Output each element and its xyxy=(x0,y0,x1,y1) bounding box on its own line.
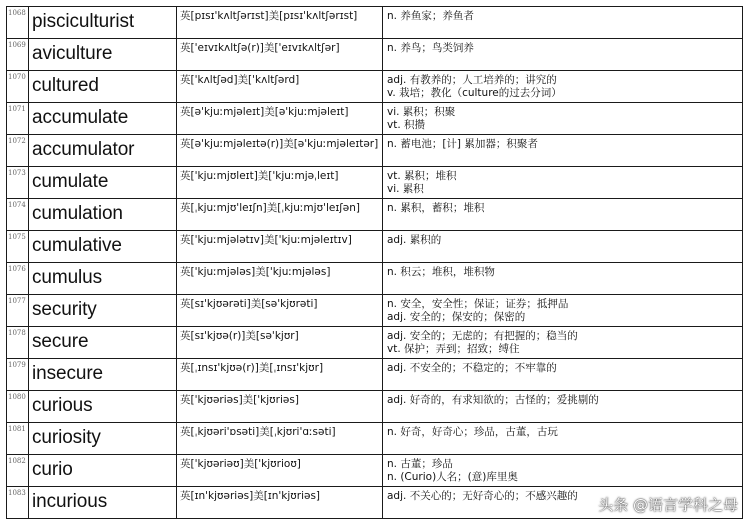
definition-line: n. 好奇，好奇心；珍品，古董，古玩 xyxy=(387,426,558,438)
entry-number: 1078 xyxy=(8,329,26,337)
phonetic-transcription: 英[ˌkjʊəri'ɒsəti]美[ˌkjʊri'ɑːsəti] xyxy=(180,426,336,438)
definition-block xyxy=(383,167,742,195)
table-row xyxy=(7,199,743,231)
phonetic-cell xyxy=(177,135,383,167)
definition-block xyxy=(383,231,742,247)
vocabulary-table-body xyxy=(7,7,743,519)
phonetic-transcription: 英['kjuːmjʊleɪt]美['kjuːmjəˌleɪt] xyxy=(180,170,339,182)
headword: incurious xyxy=(32,491,108,512)
meaning-cell xyxy=(383,423,743,455)
meaning-cell xyxy=(383,7,743,39)
table-row xyxy=(7,39,743,71)
entry-number: 1077 xyxy=(8,297,26,305)
definition-line: n. 蓄电池；[计] 累加器；积聚者 xyxy=(387,138,538,150)
definition-line: adj. 好奇的，有求知欲的；古怪的；爱挑剔的 xyxy=(387,394,599,406)
meaning-cell xyxy=(383,455,743,487)
entry-number-cell xyxy=(7,487,29,519)
entry-number: 1082 xyxy=(8,457,26,465)
entry-number: 1072 xyxy=(8,137,26,145)
definition-block xyxy=(383,455,742,483)
entry-number: 1069 xyxy=(8,41,26,49)
definition-line: adj. 不安全的；不稳定的；不牢靠的 xyxy=(387,362,557,374)
meaning-cell xyxy=(383,263,743,295)
phonetic-transcription: 英['kʌltʃəd]美['kʌltʃərd] xyxy=(180,74,300,86)
definition-block xyxy=(383,359,742,375)
word-cell xyxy=(29,391,177,423)
word-cell xyxy=(29,39,177,71)
phonetic-transcription: 英[sɪ'kjʊə(r)]美[sə'kjʊr] xyxy=(180,330,299,342)
definition-line: v. 栽培；教化（culture的过去分词） xyxy=(387,86,562,99)
entry-number: 1079 xyxy=(8,361,26,369)
headword: curio xyxy=(32,459,73,480)
entry-number: 1071 xyxy=(8,105,26,113)
entry-number-cell xyxy=(7,295,29,327)
watermark-text: 头条 @语言学科之母 xyxy=(598,496,738,514)
definition-line: vt. 累积；堆积 xyxy=(387,170,457,182)
word-cell xyxy=(29,359,177,391)
meaning-cell xyxy=(383,135,743,167)
definition-line: n. 养鱼家；养鱼者 xyxy=(387,10,474,22)
definition-block xyxy=(383,7,742,23)
definition-line: adj. 累积的 xyxy=(387,234,442,246)
headword: pisciculturist xyxy=(32,11,135,32)
entry-number-cell xyxy=(7,455,29,487)
headword: curious xyxy=(32,395,93,416)
meaning-cell xyxy=(383,71,743,103)
definition-line: n. 养鸟；鸟类饲养 xyxy=(387,42,474,54)
word-cell xyxy=(29,231,177,263)
phonetic-cell xyxy=(177,327,383,359)
meaning-cell xyxy=(383,199,743,231)
entry-number-cell xyxy=(7,327,29,359)
table-row xyxy=(7,135,743,167)
table-row xyxy=(7,327,743,359)
phonetic-transcription: 英[ə'kjuːmjəleɪtə(r)]美[ə'kjuːmjəleɪtər] xyxy=(180,138,379,150)
entry-number: 1075 xyxy=(8,233,26,241)
phonetic-transcription: 英['kjuːmjələtɪv]美['kjuːmjəleɪtɪv] xyxy=(180,234,352,246)
table-row xyxy=(7,231,743,263)
phonetic-transcription: 英[ˌɪnsɪ'kjʊə(r)]美[ˌɪnsɪ'kjʊr] xyxy=(180,362,324,374)
phonetic-transcription: 英[sɪ'kjʊərəti]美[sə'kjʊrəti] xyxy=(180,298,318,310)
headword: cumulative xyxy=(32,235,122,256)
phonetic-cell xyxy=(177,487,383,519)
phonetic-cell xyxy=(177,7,383,39)
phonetic-transcription: 英['kjʊəriəs]美['kjʊriəs] xyxy=(180,394,299,406)
table-row xyxy=(7,263,743,295)
phonetic-cell xyxy=(177,103,383,135)
entry-number: 1074 xyxy=(8,201,26,209)
table-row xyxy=(7,295,743,327)
entry-number: 1076 xyxy=(8,265,26,273)
vocabulary-table xyxy=(6,6,743,519)
definition-block xyxy=(383,135,742,151)
headword: security xyxy=(32,299,97,320)
definition-block xyxy=(383,71,742,99)
entry-number-cell xyxy=(7,71,29,103)
definition-block xyxy=(383,391,742,407)
table-row xyxy=(7,167,743,199)
table-row xyxy=(7,103,743,135)
table-row xyxy=(7,391,743,423)
meaning-cell xyxy=(383,391,743,423)
word-cell xyxy=(29,199,177,231)
phonetic-cell xyxy=(177,199,383,231)
definition-line: n. 古董；珍品 xyxy=(387,458,453,470)
phonetic-cell xyxy=(177,263,383,295)
word-cell xyxy=(29,263,177,295)
entry-number-cell xyxy=(7,199,29,231)
definition-block xyxy=(383,103,742,131)
phonetic-transcription: 英['eɪvɪkʌltʃə(r)]美['eɪvɪkʌltʃər] xyxy=(180,42,340,54)
entry-number: 1070 xyxy=(8,73,26,81)
meaning-cell xyxy=(383,359,743,391)
phonetic-cell xyxy=(177,231,383,263)
definition-block xyxy=(383,39,742,55)
phonetic-transcription: 英[pɪsɪ'kʌltʃərɪst]美[pɪsɪ'kʌltʃərɪst] xyxy=(180,10,358,22)
word-cell xyxy=(29,71,177,103)
word-cell xyxy=(29,423,177,455)
meaning-cell xyxy=(383,295,743,327)
table-row xyxy=(7,359,743,391)
entry-number-cell xyxy=(7,103,29,135)
meaning-cell xyxy=(383,39,743,71)
phonetic-cell xyxy=(177,391,383,423)
headword: cumulate xyxy=(32,171,109,192)
definition-line: vt. 积攒 xyxy=(387,118,426,131)
word-cell xyxy=(29,7,177,39)
entry-number: 1073 xyxy=(8,169,26,177)
table-row xyxy=(7,455,743,487)
phonetic-transcription: 英[ˌkjuːmjʊ'leɪʃn]美[ˌkjuːmjʊ'leɪʃən] xyxy=(180,202,360,214)
headword: aviculture xyxy=(32,43,113,64)
definition-block xyxy=(383,295,742,323)
word-cell xyxy=(29,327,177,359)
meaning-cell xyxy=(383,327,743,359)
phonetic-cell xyxy=(177,295,383,327)
word-cell xyxy=(29,135,177,167)
table-row xyxy=(7,423,743,455)
definition-line: n. (Curio)人名；(意)库里奥 xyxy=(387,470,518,483)
headword: accumulate xyxy=(32,107,129,128)
phonetic-transcription: 英['kjuːmjələs]美['kjuːmjələs] xyxy=(180,266,331,278)
entry-number-cell xyxy=(7,391,29,423)
entry-number-cell xyxy=(7,423,29,455)
entry-number: 1080 xyxy=(8,393,26,401)
definition-line: vi. 累积；积聚 xyxy=(387,106,456,118)
phonetic-transcription: 英[ə'kjuːmjəleɪt]美[ə'kjuːmjəleɪt] xyxy=(180,106,349,118)
definition-line: adj. 安全的；无虑的；有把握的；稳当的 xyxy=(387,330,578,342)
phonetic-cell xyxy=(177,71,383,103)
word-cell xyxy=(29,455,177,487)
definition-block xyxy=(383,263,742,279)
word-cell xyxy=(29,167,177,199)
entry-number: 1083 xyxy=(8,489,26,497)
meaning-cell xyxy=(383,167,743,199)
definition-line: n. 累积，蓄积；堆积 xyxy=(387,202,485,214)
headword: cumulus xyxy=(32,267,103,288)
definition-line: adj. 有教养的；人工培养的；讲究的 xyxy=(387,74,557,86)
definition-line: n. 积云；堆积，堆积物 xyxy=(387,266,495,278)
entry-number-cell xyxy=(7,263,29,295)
vocabulary-page xyxy=(6,6,742,518)
definition-block xyxy=(383,423,742,439)
phonetic-cell xyxy=(177,359,383,391)
phonetic-cell xyxy=(177,167,383,199)
definition-line: adj. 安全的；保安的；保密的 xyxy=(387,310,526,323)
entry-number-cell xyxy=(7,135,29,167)
headword: insecure xyxy=(32,363,104,384)
definition-line: adj. 不关心的；无好奇心的；不感兴趣的 xyxy=(387,490,578,502)
headword: curiosity xyxy=(32,427,101,448)
entry-number-cell xyxy=(7,39,29,71)
entry-number: 1068 xyxy=(8,9,26,17)
table-row xyxy=(7,7,743,39)
word-cell xyxy=(29,487,177,519)
meaning-cell xyxy=(383,231,743,263)
headword: cumulation xyxy=(32,203,123,224)
phonetic-cell xyxy=(177,39,383,71)
definition-block xyxy=(383,327,742,355)
table-row xyxy=(7,71,743,103)
definition-line: vi. 累积 xyxy=(387,182,424,195)
phonetic-transcription: 英['kjʊəriəʊ]美['kjʊrioʊ] xyxy=(180,458,301,470)
definition-block xyxy=(383,199,742,215)
meaning-cell xyxy=(383,103,743,135)
phonetic-cell xyxy=(177,423,383,455)
entry-number-cell xyxy=(7,359,29,391)
word-cell xyxy=(29,295,177,327)
headword: secure xyxy=(32,331,89,352)
definition-line: vt. 保护；弄到；招致；缚住 xyxy=(387,342,520,355)
entry-number-cell xyxy=(7,167,29,199)
headword: accumulator xyxy=(32,139,135,160)
entry-number-cell xyxy=(7,231,29,263)
entry-number: 1081 xyxy=(8,425,26,433)
phonetic-cell xyxy=(177,455,383,487)
definition-line: n. 安全，安全性；保证；证券；抵押品 xyxy=(387,298,569,310)
entry-number-cell xyxy=(7,7,29,39)
phonetic-transcription: 英[ɪn'kjʊəriəs]美[ɪn'kjʊriəs] xyxy=(180,490,321,502)
headword: cultured xyxy=(32,75,99,96)
word-cell xyxy=(29,103,177,135)
